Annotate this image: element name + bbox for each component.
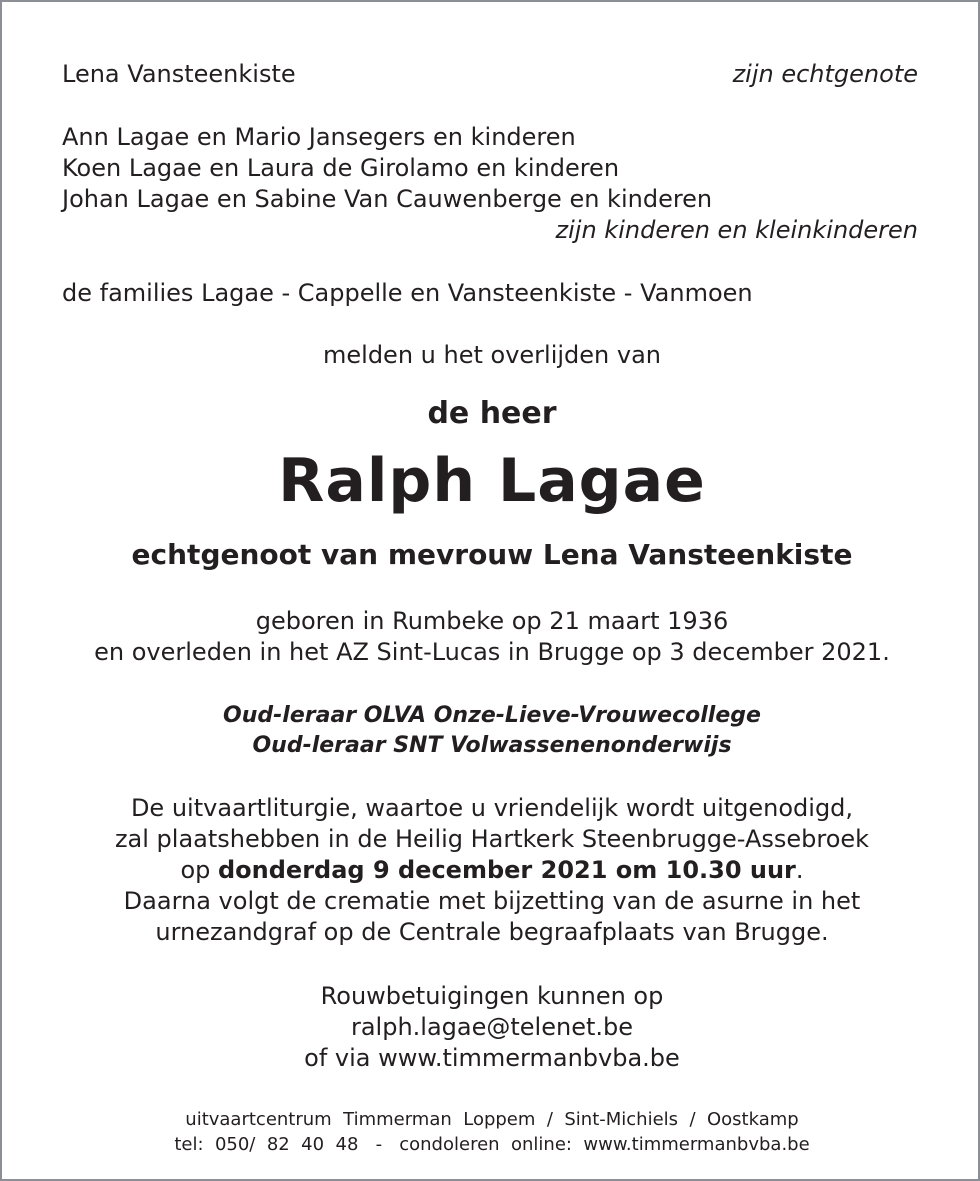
title-line: de heer <box>427 396 557 431</box>
child-line-3: Johan Lagae en Sabine Van Cauwenberge en kinderen <box>62 185 713 213</box>
footer-line-1: uitvaartcentrum Timmerman Loppem / Sint-Michiels / Oostkamp <box>185 1109 799 1130</box>
funeral-line-5: urnezandgraf op de Centrale begraafplaats van Brugge. <box>155 918 829 946</box>
condolences-line-3: of via www.timmermanbvba.be <box>304 1044 680 1072</box>
died-line: en overleden in het AZ Sint-Lucas in Brugge op 3 december 2021. <box>94 638 890 666</box>
child-line-1: Ann Lagae en Mario Jansegers en kinderen <box>62 123 576 151</box>
funeral-date: donderdag 9 december 2021 om 10.30 uur <box>217 856 796 884</box>
intro-line: melden u het overlijden van <box>323 341 661 369</box>
funeral-line-1: De uitvaartliturgie, waartoe u vriendelijk wordt uitgenodigd, <box>130 794 854 822</box>
families-line: de families Lagae - Cappelle en Vansteenkiste - Vanmoen <box>62 279 753 307</box>
child-line-2: Koen Lagae en Laura de Girolamo en kinderen <box>62 154 620 182</box>
funeral-line-2: zal plaatshebben in de Heilig Hartkerk Steenbrugge-Assebroek <box>114 825 870 853</box>
footer-line-2: tel: 050/ 82 40 48 - condoleren online: www.timmermanbvba.be <box>174 1134 810 1155</box>
born-line: geboren in Rumbeke op 21 maart 1936 <box>255 607 729 635</box>
condolences-email: ralph.lagae@telenet.be <box>350 1013 634 1041</box>
widow-relation: zijn echtgenote <box>732 60 918 88</box>
deceased-name: Ralph Lagae <box>278 446 706 516</box>
funeral-date-prefix: op <box>180 856 218 884</box>
widow-line <box>62 59 918 90</box>
role-line-2: Oud-leraar SNT Volwassenenonderwijs <box>252 733 732 758</box>
funeral-line-4: Daarna volgt de crematie met bijzetting van de asurne in het <box>123 887 861 915</box>
role-line-1: Oud-leraar OLVA Onze-Lieve-Vrouwecollege <box>223 703 761 728</box>
children-relation: zijn kinderen en kleinkinderen <box>555 216 918 244</box>
widow-name: Lena Vansteenkiste <box>62 60 296 88</box>
spouse-line: echtgenoot van mevrouw Lena Vansteenkiste <box>131 538 853 571</box>
funeral-line-3 <box>2 855 980 886</box>
condolences-line-1: Rouwbetuigingen kunnen op <box>320 982 664 1010</box>
funeral-date-suffix: . <box>795 856 804 884</box>
